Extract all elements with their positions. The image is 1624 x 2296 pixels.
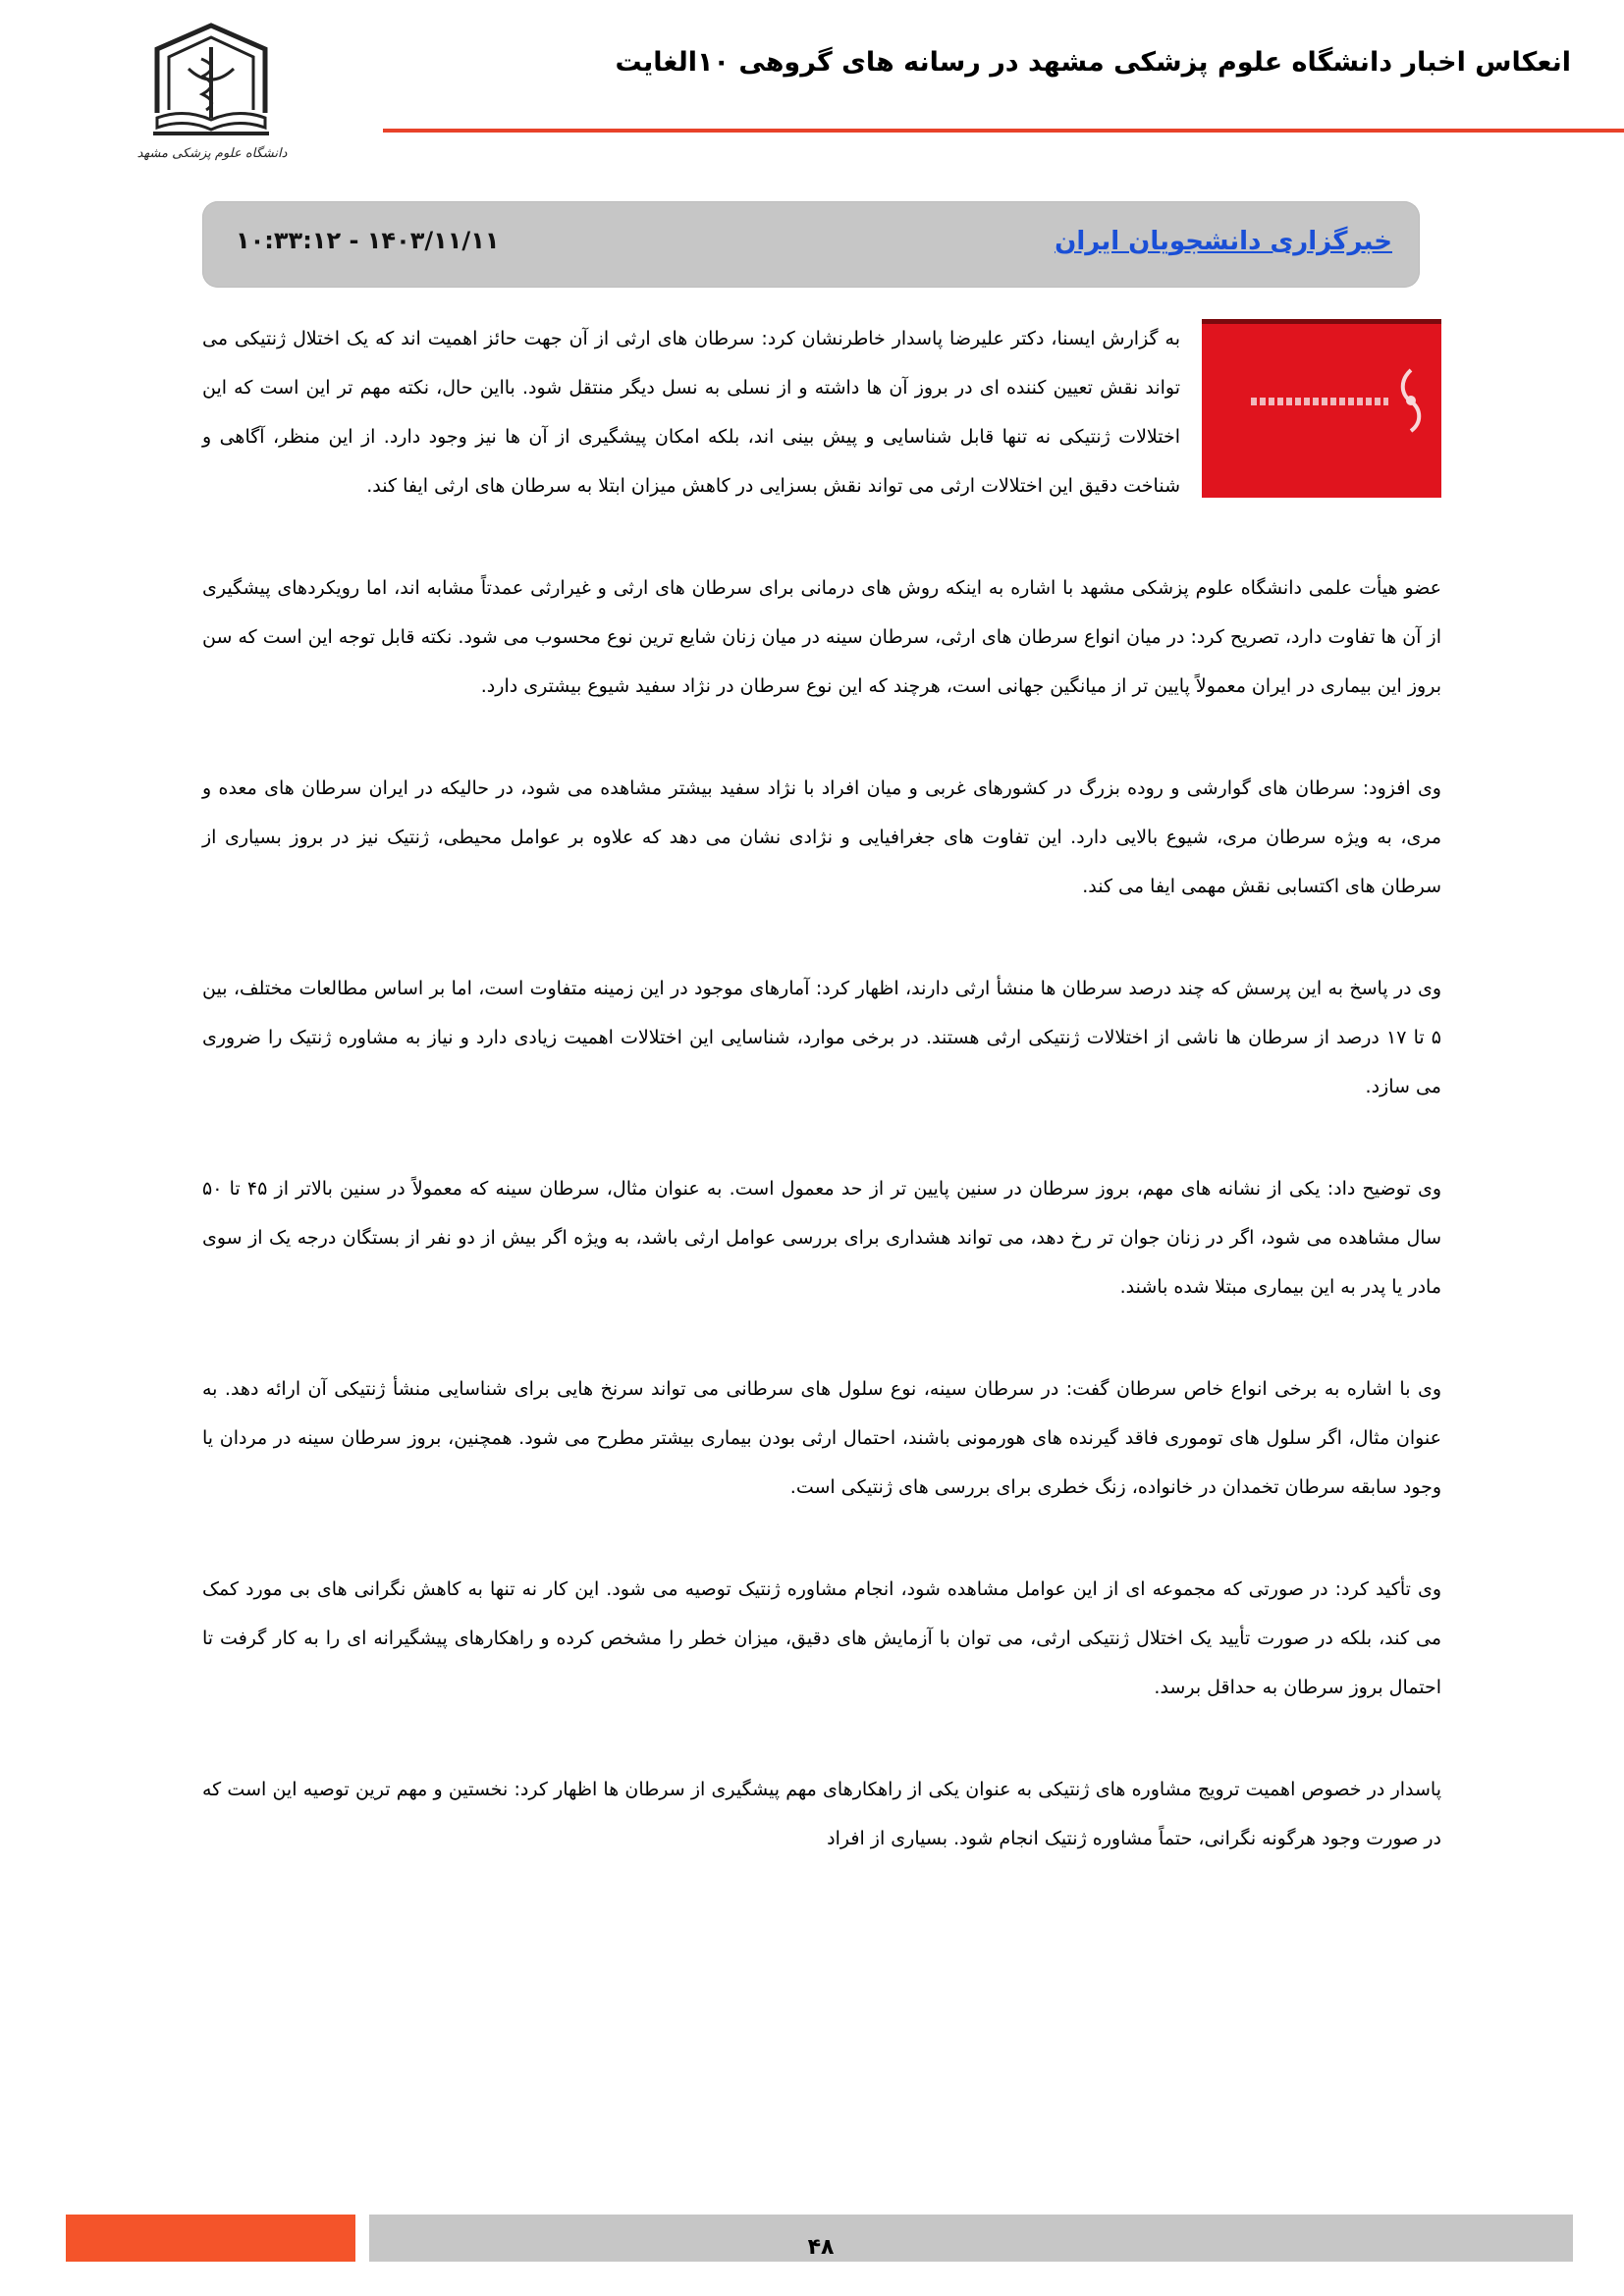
footer-accent-bar (66, 2215, 355, 2262)
footer-bar (369, 2215, 1573, 2262)
article-paragraph: وی در پاسخ به این پرسش که چند درصد سرطان ها منشأ ارثی دارند، اظهار کرد: آمارهای موجود در این زمینه متفاوت است، اما بر اساس مطالعات مختلف، بین ۵ تا ۱۷ درصد از سرطان ها ناشی از اختلالات ژنتیکی ارثی هستند. در برخی موارد، شناسایی این اختلالات اهمیت زیادی دارد و نیاز به مشاوره ژنتیک را ضروری می سازد. (202, 978, 1441, 1097)
article-body (202, 314, 1441, 1916)
article-paragraph: وی توضیح داد: یکی از نشانه های مهم، بروز سرطان در سنین پایین تر از حد معمول است. به عنوان مثال، سرطان سینه که معمولاً در سنین بالاتر از ۴۵ تا ۵۰ سال مشاهده می شود، اگر در زنان جوان تر رخ دهد، می تواند هشداری برای بررسی عوامل ارثی باشد، به ویژه اگر بیش از دو نفر از بستگان درجه یک از سوی مادر یا پدر به این بیماری مبتلا شده باشند. (202, 1178, 1442, 1298)
publish-datetime: ۱۴۰۳/۱۱/۱۱ - ۱۰:۳۳:۱۲ (236, 227, 500, 254)
article-paragraph: عضو هیأت علمی دانشگاه علوم پزشکی مشهد با اشاره به اینکه روش های درمانی برای سرطان های ارثی و غیرارثی عمدتاً مشابه اند، اما رویکردهای پیشگیری از آن ها تفاوت دارد، تصریح کرد: در میان انواع سرطان های ارثی، سرطان سینه در میان زنان شایع ترین نوع محسوب می شود. نکته قابل توجه این است که سن بروز این بیماری در ایران معمولاً پایین تر از میانگین جهانی است، هرچند که این نوع سرطان در نژاد سفید شیوع بیشتری دارد. (202, 577, 1441, 697)
svg-text:دانشگاه علوم پزشکی مشهد: دانشگاه علوم پزشکی مشهد (136, 146, 288, 161)
article-paragraph: وی با اشاره به برخی انواع خاص سرطان گفت: در سرطان سینه، نوع سلول های سرطانی می تواند سرنخ هایی برای شناسایی منشأ ژنتیکی آن ارائه دهد. به عنوان مثال، اگر سلول های توموری فاقد گیرنده های هورمونی باشند، احتمال ارثی بودن بیماری بیشتر مطرح می شود. همچنین، بروز سرطان سینه در مردان یا وجود سابقه سرطان تخمدان در خانواده، زنگ خطری برای بررسی های ژنتیکی است. (202, 1378, 1441, 1498)
header-divider (383, 129, 1624, 133)
article-paragraph: وی افزود: سرطان های گوارشی و روده بزرگ در کشورهای غربی و میان افراد با نژاد سفید بیشتر مشاهده می شود، در حالیکه در ایران سرطان های معده و مری، به ویژه سرطان مری، شیوع بالایی دارد. این تفاوت های جغرافیایی و نژادی نشان می دهد که علاوه بر عوامل محیطی، ژنتیک نیز در بروز بسیاری از سرطان های اکتسابی نقش مهمی ایفا می کند. (202, 777, 1441, 897)
header-title: انعکاس اخبار دانشگاه علوم پزشکی مشهد در رسانه های گروهی ۱۰الغایت (615, 47, 1571, 78)
page-number: ۴۸ (807, 2235, 835, 2260)
source-bar (202, 201, 1420, 288)
news-agency-link[interactable]: خبرگزاری دانشجویان ایران (1055, 227, 1392, 256)
university-logo (118, 20, 304, 167)
article-paragraph: وی تأکید کرد: در صورتی که مجموعه ای از این عوامل مشاهده شود، انجام مشاوره ژنتیک توصیه می شود. این کار نه تنها به کاهش نگرانی های بی مورد کمک می کند، بلکه در صورت تأیید یک اختلال ژنتیکی ارثی، می توان با آزمایش های دقیق، میزان خطر را مشخص کرده و راهکارهای پیشگیرانه ای را به کار گرفت تا احتمال بروز سرطان به حداقل برسد. (202, 1578, 1441, 1698)
thumbnail-border (1202, 319, 1441, 324)
article-paragraph: پاسدار در خصوص اهمیت ترویج مشاوره های ژنتیکی به عنوان یکی از راهکارهای مهم پیشگیری از سرطان ها اظهار کرد: نخستین و مهم ترین توصیه این است که در صورت وجود هرگونه نگرانی، حتماً مشاوره ژنتیک انجام شود. بسیاری از افراد (202, 1779, 1441, 1849)
news-thumbnail-image[interactable] (1202, 319, 1441, 498)
article-paragraph: به گزارش ایسنا، دکتر علیرضا پاسدار خاطرنشان کرد: سرطان های ارثی از آن جهت حائز اهمیت اند که یک اختلال ژنتیکی می تواند نقش تعیین کننده ای در بروز آن ها داشته و از نسلی به نسل دیگر منتقل شود. بااین حال، نکته مهم تر این است که این اختلالات ژنتیکی نه تنها قابل شناسایی و پیش بینی اند، بلکه امکان پیشگیری از آن ها نیز وجود دارد. از این منظر، آگاهی و شناخت دقیق این اختلالات ارثی می تواند نقش بسزایی در کاهش میزان ابتلا به سرطان های ارثی ایفا کند. (202, 328, 1180, 497)
news-thumbnail-icon (1396, 366, 1426, 435)
thumbnail-caption-mark (1251, 398, 1388, 405)
page-header (59, 20, 1571, 161)
